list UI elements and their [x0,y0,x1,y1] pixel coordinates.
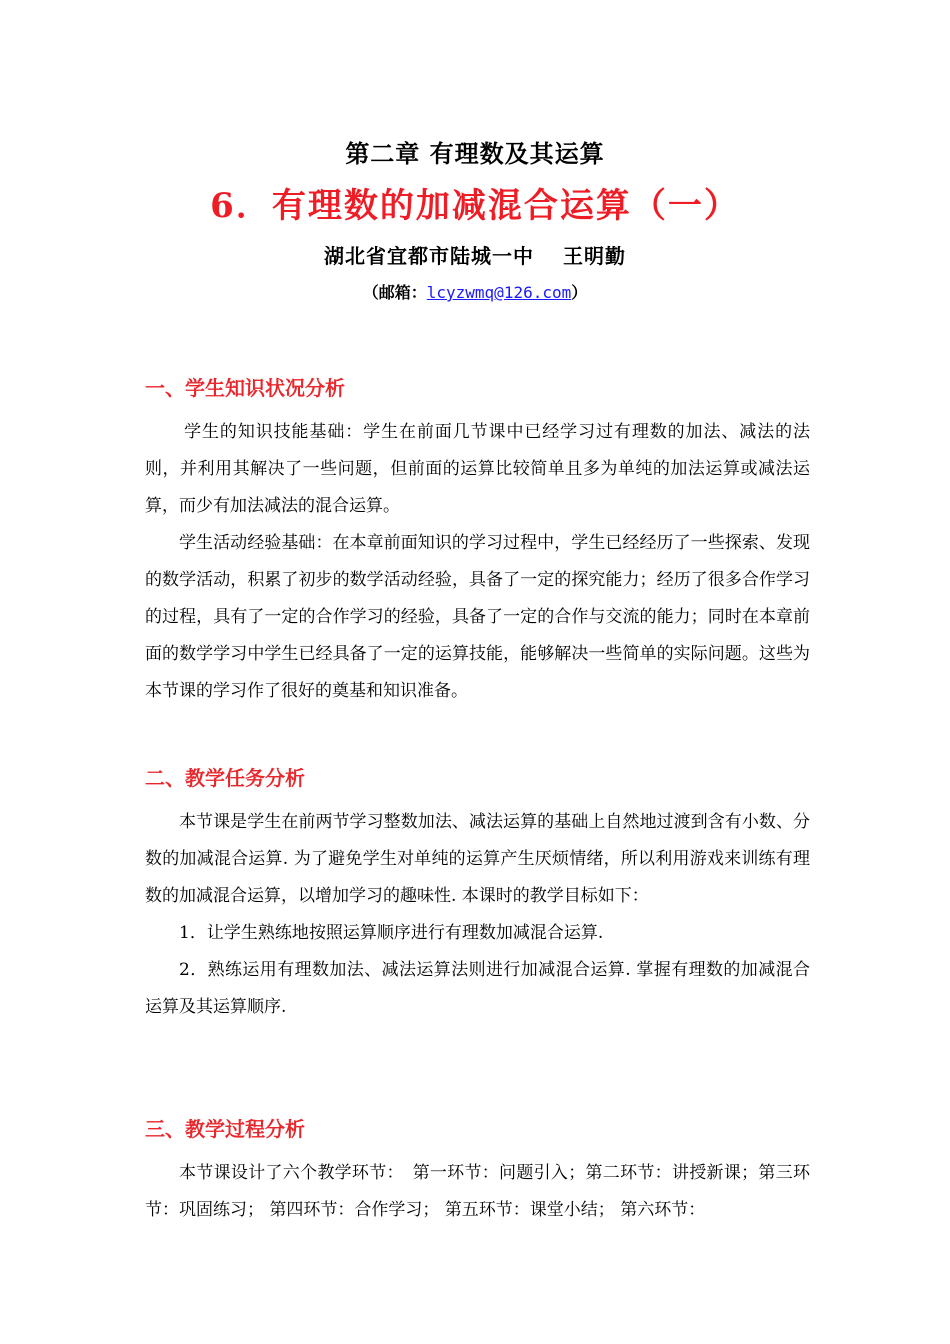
email-link[interactable]: lcyzwmq@126.com [426,283,572,302]
paragraph: 本节课是学生在前两节学习整数加法、减法运算的基础上自然地过渡到含有小数、分数的加减混合运算. 为了避免学生对单纯的运算产生厌烦情绪，所以利用游戏来训练有理数的加减混合运算，以增加学习的趣味性. 本课时的教学目标如下： [145,812,810,906]
paragraph: 学生的知识技能基础：学生在前面几节课中已经学习过有理数的加法、减法的法则，并利用其解决了一些问题，但前面的运算比较简单且多为单纯的加法运算或减法运算，而少有加法减法的混合运算。 [145,422,810,516]
email-prefix: （邮箱： [362,283,427,302]
author-line: 湖北省宜都市陆城一中 王明勤 [324,244,626,268]
paragraph: 本节课设计了六个教学环节： 第一环节：问题引入；第二环节：讲授新课；第三环节：巩固练习； 第四环节：合作学习； 第五环节：课堂小结； 第六环节： [145,1163,810,1220]
section-heading: 二、教学任务分析 [145,766,305,790]
email-suffix: ） [571,283,588,302]
paragraph: 学生活动经验基础：在本章前面知识的学习过程中，学生已经经历了一些探索、发现的数学活动，积累了初步的数学活动经验，具备了一定的探究能力；经历了很多合作学习的过程，具有了一定的合作学习的经验，具备了一定的合作与交流的能力；同时在本章前面的数学学习中学生已经具备了一定的运算技能，能够解决一些简单的实际问题。这些为本节课的学习作了很好的奠基和知识准备。 [145,533,810,701]
email-line [0,280,950,303]
section-heading: 一、学生知识状况分析 [145,376,345,400]
list-item: 2．熟练运用有理数加法、减法运算法则进行加减混合运算. 掌握有理数的加减混合运算及其运算顺序. [145,960,810,1017]
section-heading: 三、教学过程分析 [145,1117,305,1141]
lesson-title: 6．有理数的加减混合运算（一） [210,186,740,226]
section-process-analysis [145,1115,810,1229]
section-task-analysis [145,764,810,1026]
list-item: 1．让学生熟练地按照运算顺序进行有理数加减混合运算. [179,923,604,943]
section-student-analysis [145,374,810,710]
chapter-title: 第二章 有理数及其运算 [345,139,605,168]
